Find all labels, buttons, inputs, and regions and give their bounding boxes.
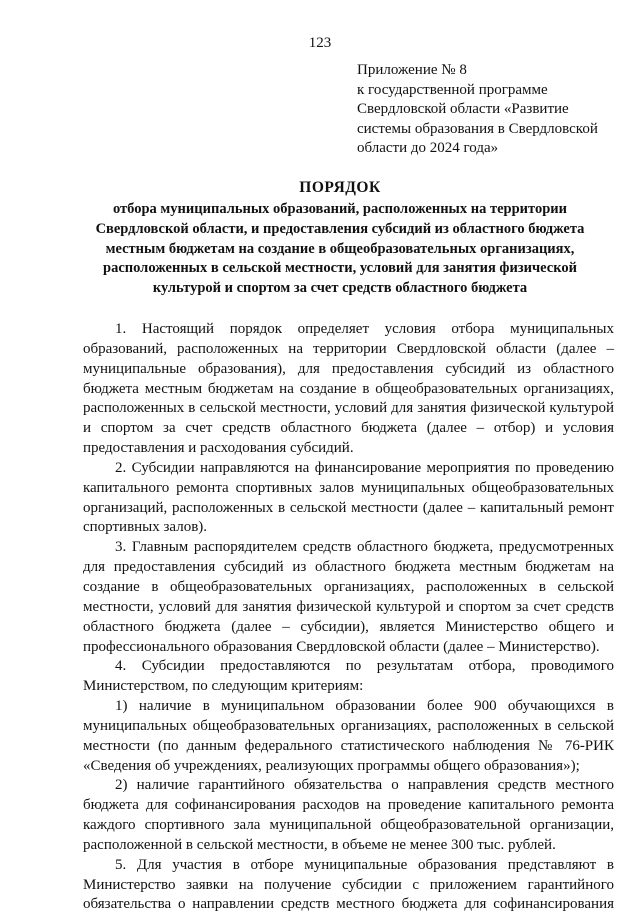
document-subtitle-line: отбора муниципальных образований, расположенных на территории xyxy=(113,201,567,217)
paragraph xyxy=(83,538,614,657)
document-title: ПОРЯДОК xyxy=(299,179,381,196)
document-heading xyxy=(60,178,620,299)
paragraph-line: Министерство заявки на получение субсидии с приложением гарантийного xyxy=(83,876,614,893)
paragraph xyxy=(83,856,614,915)
paragraph-line: образований, расположенных на территории Свердловской области (далее – xyxy=(83,340,614,357)
paragraph-line: областного бюджета (далее – субсидии), является Министерство общего и xyxy=(83,618,614,635)
appendix-line: к государственной программе xyxy=(357,81,548,98)
paragraph-line: расположенной в сельской местности, в объеме не менее 300 тыс. рублей. xyxy=(83,836,556,853)
document-subtitle-line: культурой и спортом за счет средств областного бюджета xyxy=(152,280,528,297)
paragraph-line: бюджета местным бюджетам на создание в общеобразовательных организациях, xyxy=(83,380,614,397)
paragraph xyxy=(83,657,614,697)
paragraph-line: местности (по данным федерального статистического наблюдения № 76-РИК xyxy=(83,737,614,754)
paragraph-line: 1. Настоящий порядок определяет условия отбора муниципальных xyxy=(115,321,614,337)
document-subtitle-line: местным бюджетам на создание в общеобразовательных организациях, xyxy=(105,240,575,257)
paragraph-line: 4. Субсидии предоставляются по результатам отбора, проводимого xyxy=(115,658,614,675)
paragraph xyxy=(83,320,614,459)
appendix-line: Приложение № 8 xyxy=(357,62,467,78)
appendix-line: системы образования в Свердловской xyxy=(357,120,598,137)
paragraph-line: спортивных залов). xyxy=(83,519,208,536)
paragraph-line: Министерством, по следующим критериям: xyxy=(83,678,364,695)
paragraph-line: каждого спортивного зала муниципальной общеобразовательной организации, xyxy=(83,817,614,834)
paragraph-line: 1) наличие в муниципальном образовании более 900 обучающихся в xyxy=(115,698,614,715)
document-subtitle-line: расположенных в сельской местности, условий для занятия физической xyxy=(103,260,577,277)
paragraph-line: бюджета для софинансирования расходов на проведение капитального ремонта xyxy=(83,797,614,814)
paragraph xyxy=(83,776,614,855)
appendix-line: Свердловской области «Развитие xyxy=(357,101,569,117)
paragraph xyxy=(83,459,614,538)
paragraph-line: 2. Субсидии направляются на финансирование мероприятия по проведению xyxy=(115,459,614,476)
paragraph-line: и спортом за счет средств областного бюджета (далее – отбор) и условия xyxy=(83,420,614,437)
paragraph-line: капитального ремонта спортивных залов муниципальных общеобразовательных xyxy=(83,479,614,496)
paragraph-line: предоставления и расходования субсидий. xyxy=(83,440,354,457)
paragraph-line: 2) наличие гарантийного обязательства о направления средств местного xyxy=(115,777,614,794)
appendix-line: области до 2024 года» xyxy=(357,140,499,156)
paragraph-line: профессионального образования Свердловской области (далее – Министерство). xyxy=(83,638,600,655)
paragraph-line: муниципальных общеобразовательных организациях, расположенных в сельской xyxy=(83,717,614,734)
paragraph-line: «Сведения об учреждениях, реализующих программы общего образования»); xyxy=(83,757,580,774)
paragraph-line: местности, условий для занятия физической культурой и спортом за счет средств xyxy=(83,598,614,615)
appendix-note xyxy=(357,61,627,159)
paragraph-line: 5. Для участия в отборе муниципальные образования представляют в xyxy=(115,856,614,873)
document-body xyxy=(83,320,614,915)
paragraph-line: расположенных в сельской местности, условий для занятия физической культурой xyxy=(83,400,614,417)
paragraph-line: создание в общеобразовательных организациях, расположенных в сельской xyxy=(83,578,614,595)
paragraph-line: обязательства о направлении средств местного бюджета для софинансирования xyxy=(83,896,614,913)
paragraph xyxy=(83,697,614,776)
paragraph-line: муниципальные образования), для предоставления субсидий из областного xyxy=(83,360,614,377)
paragraph-line: для предоставления субсидий из областного бюджета местным бюджетам на xyxy=(83,559,614,576)
page-number: 123 xyxy=(308,35,332,51)
paragraph-line: 3. Главным распорядителем средств областного бюджета, предусмотренных xyxy=(115,539,614,556)
paragraph-line: организаций, расположенных в сельской местности (далее – капитальный ремонт xyxy=(83,499,614,516)
document-subtitle-line: Свердловской области, и предоставления субсидий из областного бюджета xyxy=(95,220,585,237)
